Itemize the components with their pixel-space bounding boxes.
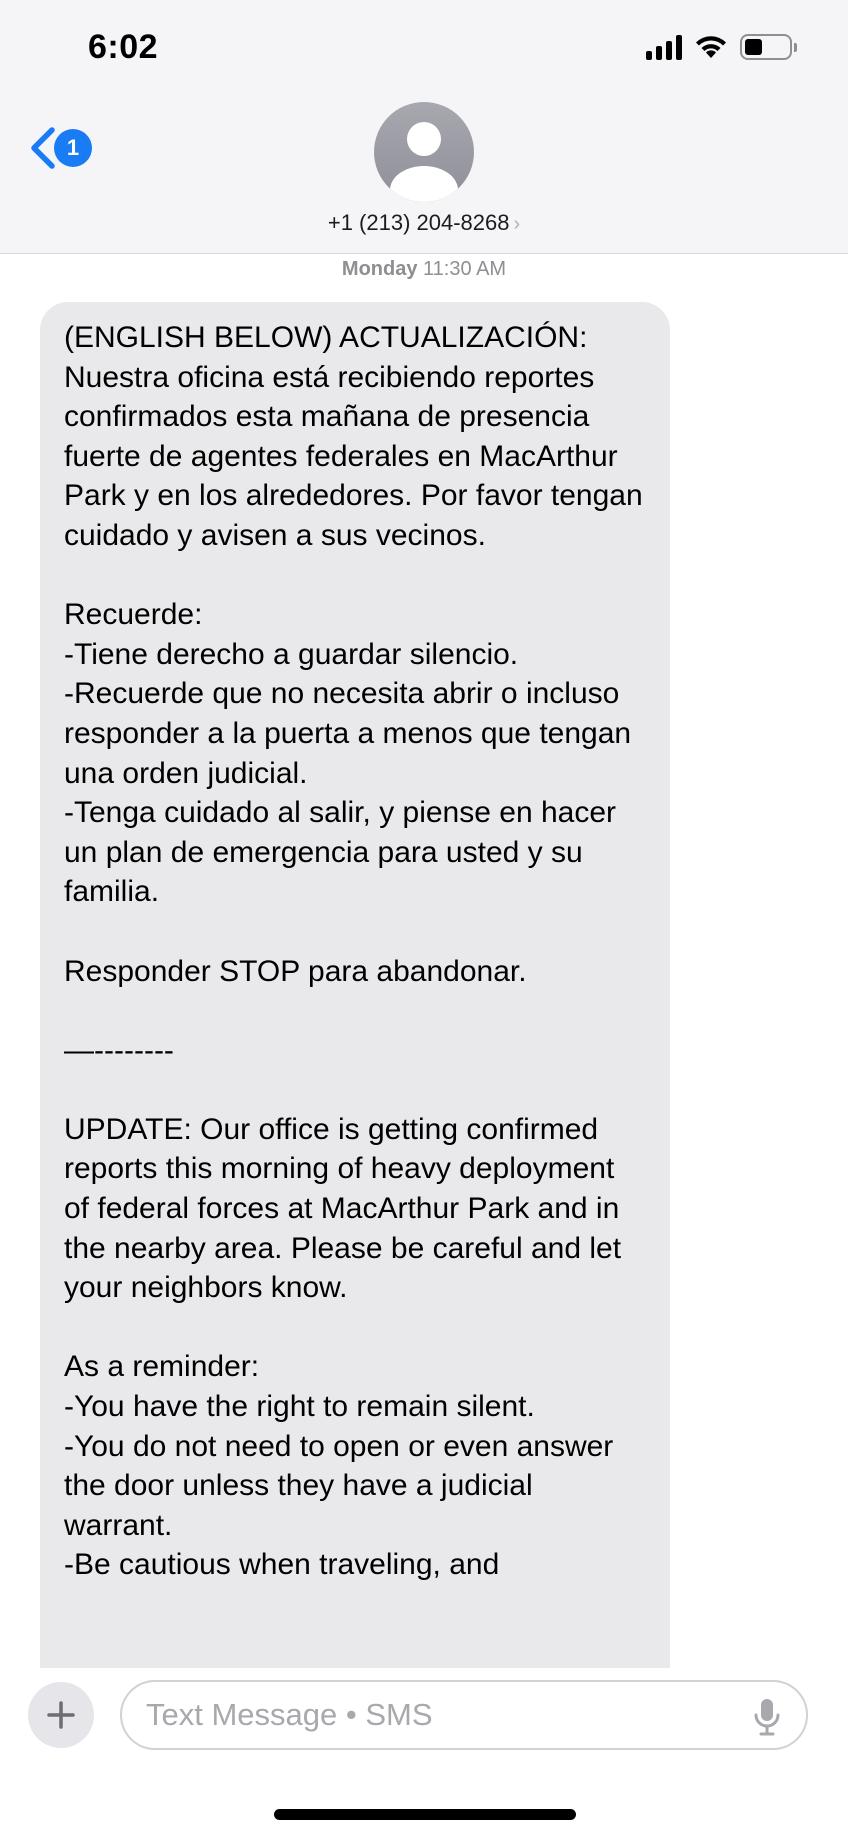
contact-name-button[interactable] bbox=[0, 210, 848, 236]
chevron-right-icon: › bbox=[513, 213, 521, 235]
person-icon bbox=[374, 102, 474, 202]
plus-icon bbox=[46, 1700, 76, 1730]
cellular-signal-icon bbox=[646, 34, 682, 60]
message-input[interactable] bbox=[146, 1697, 706, 1733]
conversation-header bbox=[0, 0, 848, 254]
message-input-field[interactable] bbox=[120, 1680, 808, 1750]
status-time: 6:02 bbox=[88, 28, 159, 66]
microphone-icon[interactable] bbox=[754, 1698, 780, 1736]
wifi-icon bbox=[694, 34, 728, 60]
add-attachment-button[interactable] bbox=[28, 1682, 94, 1748]
timestamp-day: Monday bbox=[341, 258, 418, 280]
message-timestamp bbox=[0, 258, 848, 281]
status-icons bbox=[646, 32, 792, 62]
home-indicator[interactable] bbox=[274, 1809, 576, 1820]
back-button[interactable] bbox=[28, 126, 92, 170]
battery-icon bbox=[740, 34, 792, 60]
timestamp-time: 11:30 AM bbox=[423, 258, 507, 280]
unread-count-badge: 1 bbox=[54, 129, 92, 167]
message-composer bbox=[0, 1668, 848, 1835]
message-text: (ENGLISH BELOW) ACTUALIZACIÓN: Nuestra oficina está recibiendo reportes confirmados esta mañana de presencia fuerte de agentes federales en MacArthur Park y en los alrededores. Por favor tengan cuidado y avisen a sus vecinos. Recuerde: -Tiene derecho a guardar silencio. -Recuerde que no necesita abrir o incluso responder a la puerta a menos que tengan una orden judicial. -Tenga cuidado al salir, y piense en hacer un plan de emergencia para usted y su familia. Responder STOP para abandonar. —-------- UPDATE: Our office is getting confirmed reports this morning of heavy deployment of federal forces at MacArthur Park and in the nearby area. Please be careful and let your neighbors know. As a reminder: -You have the right to remain silent. -You do not need to open or even answer the door unless they have a judicial warrant. -Be cautious when traveling, and bbox=[64, 321, 643, 1582]
incoming-message-bubble[interactable] bbox=[40, 302, 670, 1722]
contact-avatar[interactable] bbox=[374, 102, 474, 202]
contact-number: +1 (213) 204-8268 bbox=[327, 210, 510, 235]
